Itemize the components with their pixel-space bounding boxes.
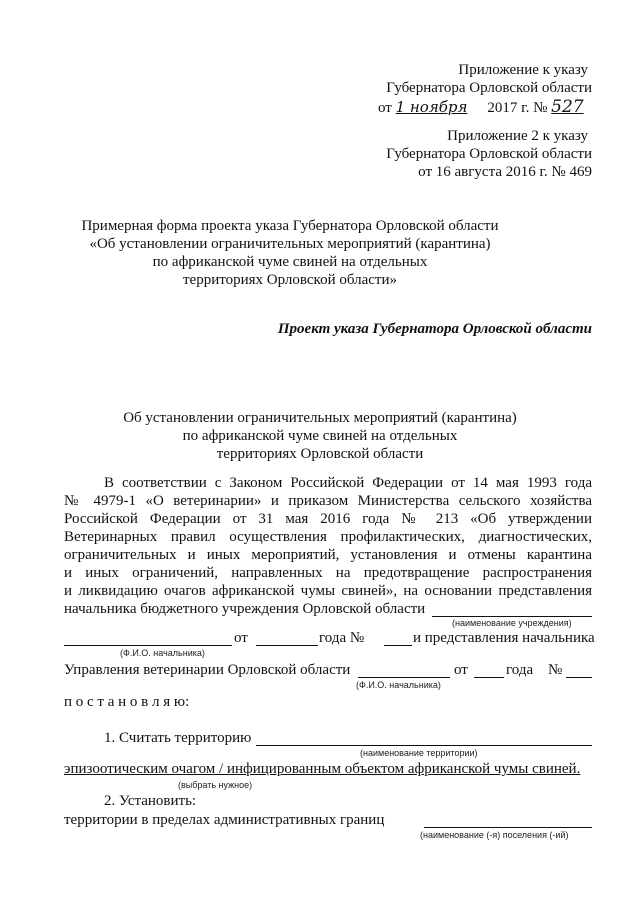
blank-settlement [424, 827, 592, 828]
decree-title-line-3: территориях Орловской области [216, 446, 424, 462]
para-line-1: В соответствии с Законом Российской Федерации от 14 мая 1993 года [104, 475, 592, 491]
blank-number-1 [384, 645, 412, 646]
appendix-2-line-1: Приложение 2 к указу [447, 128, 588, 144]
appendix-1-from: от [378, 100, 392, 116]
appendix-1-line-1: Приложение к указу [458, 62, 588, 78]
form-title-line-4: территориях Орловской области» [183, 272, 397, 288]
line9-tail: и представления начальника [413, 630, 595, 646]
blank-number-2 [566, 677, 592, 678]
para-line-8: начальника бюджетного учреждения Орловской области [64, 601, 426, 617]
para-line-3: Российской Федерации от 31 мая 2016 года № 213 «Об утверждении [64, 511, 592, 527]
item-1-choice: эпизоотическим очагом / инфицированным объектом африканской чумы свиней. [64, 761, 581, 777]
caption-fio-1: (Ф.И.О. начальника) [120, 648, 205, 658]
caption-territory: (наименование территории) [360, 748, 478, 758]
appendix-2-line-3: от 16 августа 2016 г. № 469 [418, 164, 592, 180]
item-2: 2. Установить: [104, 793, 197, 809]
appendix-1-line-2: Губернатора Орловской области [386, 80, 592, 96]
appendix-1-date-line [378, 97, 589, 117]
handwritten-date: 1 ноября [395, 98, 468, 116]
blank-fio-1 [64, 645, 232, 646]
para-line-6: и иных ограничений, направленных на предотвращение распространения [64, 565, 592, 581]
line10-no: № [548, 662, 563, 678]
caption-fio-2: (Ф.И.О. начальника) [356, 680, 441, 690]
decree-word: п о с т а н о в л я ю: [64, 694, 190, 710]
draft-heading: Проект указа Губернатора Орловской области [277, 321, 592, 337]
appendix-2-line-2: Губернатора Орловской области [386, 146, 592, 162]
line9-from: от [234, 630, 248, 646]
blank-fio-2 [358, 677, 450, 678]
form-title-line-2: «Об установлении ограничительных мероприятий (карантина) [89, 236, 491, 252]
blank-institution [432, 616, 592, 617]
blank-territory [256, 745, 592, 746]
para-line-5: ограничительных и иных мероприятий, установления и отмены карантина [64, 547, 592, 563]
decree-title-line-1: Об установлении ограничительных мероприятий (карантина) [123, 410, 517, 426]
caption-institution: (наименование учреждения) [452, 618, 572, 628]
line10-text: Управления ветеринарии Орловской области [64, 662, 351, 678]
blank-date-1 [256, 645, 318, 646]
appendix-1-year: 2017 г. № [487, 100, 548, 116]
item-2-line: территории в пределах административных границ [64, 812, 385, 828]
handwritten-number: 527 [551, 97, 584, 117]
caption-choose: (выбрать нужное) [178, 780, 253, 790]
para-line-2: № 4979-1 «О ветеринарии» и приказом Министерства сельского хозяйства [64, 493, 592, 509]
item-1: 1. Считать территорию [104, 730, 252, 746]
form-title-line-3: по африканской чуме свиней на отдельных [152, 254, 428, 270]
line9-year: года № [319, 630, 365, 646]
caption-settlement: (наименование (-я) поселения (-ий) [420, 830, 569, 840]
decree-title-line-2: по африканской чуме свиней на отдельных [182, 428, 458, 444]
blank-date-2 [474, 677, 504, 678]
para-line-7: и ликвидацию очагов африканской чумы свиней», на основании представления [64, 583, 592, 599]
form-title-line-1: Примерная форма проекта указа Губернатора Орловской области [81, 218, 499, 234]
para-line-4: Ветеринарных правил осуществления профилактических, диагностических, [64, 529, 592, 545]
line10-from: от [454, 662, 468, 678]
line10-year: года [506, 662, 534, 678]
